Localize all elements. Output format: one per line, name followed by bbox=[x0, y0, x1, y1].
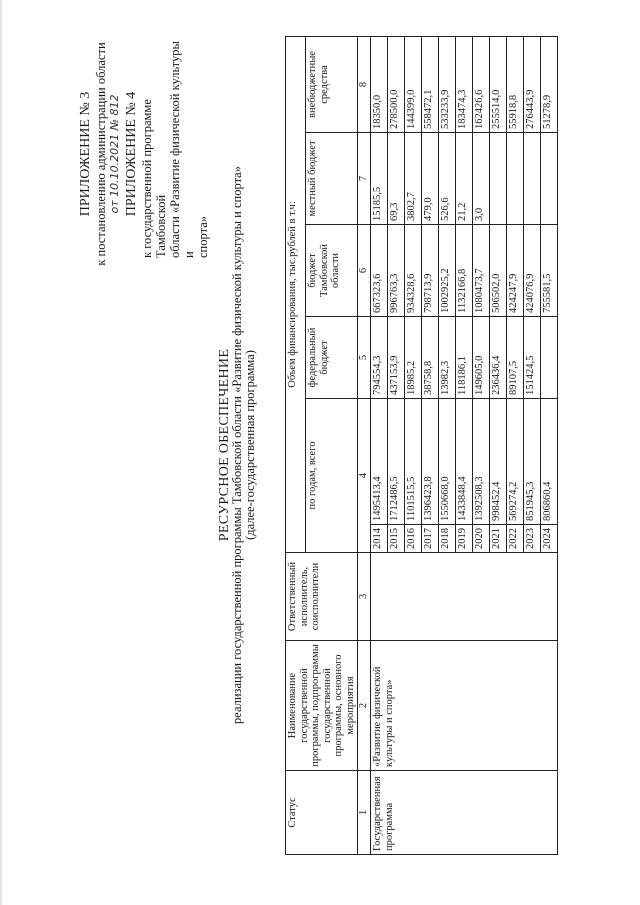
cell-regional: 755581,5 bbox=[541, 225, 558, 317]
table-row bbox=[371, 36, 388, 854]
appendix-3-text: к постановлению администрации области bbox=[94, 42, 108, 266]
cell-offbudget: 276443,9 bbox=[524, 36, 541, 132]
cell-local: 3,0 bbox=[473, 133, 490, 225]
cell-federal: 236436,4 bbox=[490, 317, 507, 399]
cell-local bbox=[490, 133, 507, 225]
cell-local: 3802,7 bbox=[405, 133, 422, 225]
column-number: 8 bbox=[358, 36, 371, 132]
cell-year: 2018 bbox=[439, 525, 456, 553]
cell-federal: 794554,3 bbox=[371, 317, 388, 399]
cell-total: 1433848,4 bbox=[456, 399, 473, 525]
cell-total: 806860,4 bbox=[541, 399, 558, 525]
appendix-3-title: ПРИЛОЖЕНИЕ № 3 bbox=[78, 91, 93, 217]
cell-regional: 1002925,2 bbox=[439, 225, 456, 317]
column-number: 4 bbox=[358, 399, 371, 553]
resource-table bbox=[285, 36, 558, 855]
document-title bbox=[218, 45, 257, 845]
document-title-main: РЕСУРСНОЕ ОБЕСПЕЧЕНИЕ bbox=[217, 348, 232, 542]
appendix-4-text-line-2: области «Развитие физической культуры и bbox=[168, 41, 196, 258]
cell-federal: 38758,8 bbox=[422, 317, 439, 399]
cell-local bbox=[524, 133, 541, 225]
cell-offbudget: 183474,3 bbox=[456, 36, 473, 132]
column-number: 3 bbox=[358, 553, 371, 641]
column-number: 6 bbox=[358, 225, 371, 317]
cell-year: 2023 bbox=[524, 525, 541, 553]
column-number: 2 bbox=[358, 641, 371, 771]
cell-local: 479,0 bbox=[422, 133, 439, 225]
cell-total: 1550668,0 bbox=[439, 399, 456, 525]
column-number-row bbox=[358, 36, 371, 854]
cell-local: 69,3 bbox=[388, 133, 405, 225]
cell-offbudget: 558472,1 bbox=[422, 36, 439, 132]
appendix-header bbox=[78, 38, 210, 270]
cell-federal: 13982,3 bbox=[439, 317, 456, 399]
cell-local: 21,2 bbox=[456, 133, 473, 225]
column-number: 7 bbox=[358, 133, 371, 225]
document-title-subtitle: реализации государственной программы Тамбовской области «Развитие физической культуры и спорта» bbox=[230, 166, 244, 724]
cell-year: 2020 bbox=[473, 525, 490, 553]
cell-federal: 118186,1 bbox=[456, 317, 473, 399]
cell-local bbox=[507, 133, 524, 225]
cell-federal: 149605,0 bbox=[473, 317, 490, 399]
cell-local: 15185,5 bbox=[371, 133, 388, 225]
cell-regional: 506502,0 bbox=[490, 225, 507, 317]
document-title-note: (далее-государственная программа) bbox=[243, 350, 257, 540]
cell-offbudget: 55918,8 bbox=[507, 36, 524, 132]
header-name: Наименование государственной программы, подпрограммы государственной программы, основного мероприятия bbox=[286, 641, 358, 771]
cell-regional: 424247,9 bbox=[507, 225, 524, 317]
cell-offbudget: 278500,0 bbox=[388, 36, 405, 132]
cell-offbudget: 255514,0 bbox=[490, 36, 507, 132]
cell-offbudget: 144399,0 bbox=[405, 36, 422, 132]
program-status: Государственная программа bbox=[371, 771, 558, 855]
cell-year: 2024 bbox=[541, 525, 558, 553]
header-by-year: по годам, всего bbox=[306, 399, 358, 553]
cell-offbudget: 18350,0 bbox=[371, 36, 388, 132]
cell-federal bbox=[541, 317, 558, 399]
header-status: Статус bbox=[286, 771, 358, 855]
cell-total: 569274,2 bbox=[507, 399, 524, 525]
appendix-4-block bbox=[124, 38, 210, 270]
cell-federal: 151424,5 bbox=[524, 317, 541, 399]
cell-federal: 18985,2 bbox=[405, 317, 422, 399]
program-name: «Развитие физической культуры и спорта» bbox=[371, 641, 558, 771]
header-local: местный бюджет bbox=[306, 133, 358, 225]
header-federal: федеральный бюджет bbox=[306, 317, 358, 399]
cell-offbudget: 533233,9 bbox=[439, 36, 456, 132]
cell-total: 1101515,5 bbox=[405, 399, 422, 525]
header-funding: Объем финансирования, тыс.рублей в т.ч: bbox=[286, 36, 306, 552]
cell-year: 2019 bbox=[456, 525, 473, 553]
cell-regional: 424076,9 bbox=[524, 225, 541, 317]
cell-year: 2016 bbox=[405, 525, 422, 553]
appendix-4-text-line-3: спорта» bbox=[196, 216, 210, 258]
cell-offbudget: 162426,6 bbox=[473, 36, 490, 132]
cell-total: 998452,4 bbox=[490, 399, 507, 525]
cell-year: 2022 bbox=[507, 525, 524, 553]
column-number: 1 bbox=[358, 771, 371, 855]
cell-regional: 667323,6 bbox=[371, 225, 388, 317]
cell-federal: 437153,9 bbox=[388, 317, 405, 399]
header-executor: Ответственный исполнитель, соисполнители bbox=[286, 553, 358, 641]
cell-year: 2017 bbox=[422, 525, 439, 553]
appendix-4-title: ПРИЛОЖЕНИЕ № 4 bbox=[124, 91, 139, 217]
cell-local: 526,6 bbox=[439, 133, 456, 225]
cell-total: 1712486,5 bbox=[388, 399, 405, 525]
header-offbudget: внебюджетные средства bbox=[306, 36, 358, 132]
handwritten-signature-date: от 10.10.2021 № 812 bbox=[108, 94, 121, 214]
header-regional: бюджет Тамбовской области bbox=[306, 225, 358, 317]
appendix-4-text-line-1: к государственной программе Тамбовской bbox=[140, 99, 168, 258]
cell-regional: 798713,9 bbox=[422, 225, 439, 317]
cell-total: 1392508,3 bbox=[473, 399, 490, 525]
cell-total: 1495413,4 bbox=[371, 399, 388, 525]
cell-regional: 934328,6 bbox=[405, 225, 422, 317]
cell-year: 2021 bbox=[490, 525, 507, 553]
cell-total: 851945,3 bbox=[524, 399, 541, 525]
program-executor bbox=[371, 553, 558, 641]
cell-regional: 1080473,7 bbox=[473, 225, 490, 317]
cell-regional: 1132166,8 bbox=[456, 225, 473, 317]
cell-local bbox=[541, 133, 558, 225]
cell-total: 1396423,8 bbox=[422, 399, 439, 525]
cell-year: 2015 bbox=[388, 525, 405, 553]
cell-year: 2014 bbox=[371, 525, 388, 553]
cell-federal: 89107,5 bbox=[507, 317, 524, 399]
cell-offbudget: 51278,9 bbox=[541, 36, 558, 132]
column-number: 5 bbox=[358, 317, 371, 399]
cell-regional: 996763,3 bbox=[388, 225, 405, 317]
